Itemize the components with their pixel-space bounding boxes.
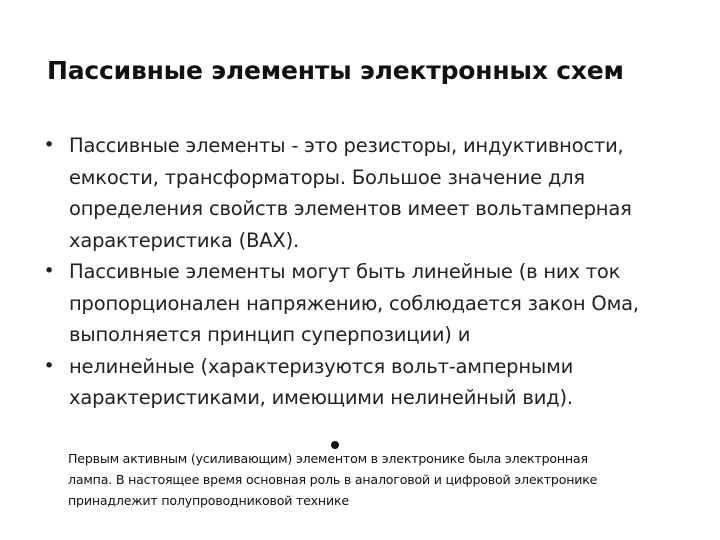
bullet-item-linear [42, 256, 682, 351]
bullet-list [42, 130, 682, 414]
bullet-marker: • [43, 134, 55, 156]
bullet-marker: • [43, 354, 55, 377]
bullet-marker: • [43, 260, 55, 282]
bullet-text: Пассивные элементы могут быть линейные (в них ток пропорционален напряжению, соблюдается закон Ома, выполняется принцип суперпозиции) и [69, 260, 639, 346]
bullet-text: Пассивные элементы - это резисторы, индуктивности, емкости, трансформаторы. Большое значение для определения свойств элементов имеет вольтамперная характеристика (ВАХ). [69, 134, 632, 252]
bullet-item-nonlinear [42, 351, 682, 414]
bullet-text: нелинейные (характеризуются вольт-амперными характеристиками, имеющими нелинейный вид). [69, 354, 574, 409]
bullet-item-passive-definition [42, 130, 682, 256]
slide-title: Пассивные элементы электронных схем [47, 56, 624, 85]
footnote-text: Первым активным (усиливающим) элементом в электронике была электронная лампа. В настоящее время основная роль в аналоговой и цифровой электронике принадлежит полупроводниковой технике [68, 451, 598, 508]
